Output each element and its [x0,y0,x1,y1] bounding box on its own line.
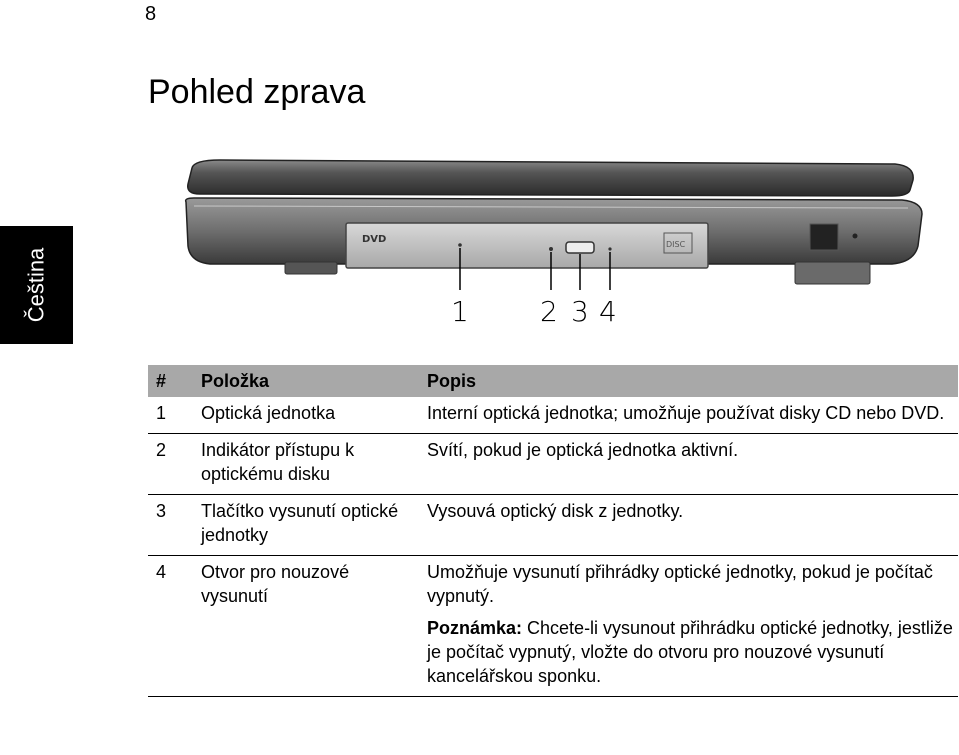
callout-1: 1 [451,295,469,328]
note-label: Poznámka: [427,618,523,638]
row-description-text: Umožňuje vysunutí přihrádky optické jednotky, pokud je počítač vypnutý. [427,562,933,606]
row-note [427,616,958,688]
components-table [148,365,958,697]
svg-text:DVD: DVD [362,234,387,245]
row-number: 4 [148,556,193,697]
header-item: Položka [193,365,419,397]
callout-2: 2 [540,295,558,328]
row-item: Tlačítko vysunutí optické jednotky [193,495,419,556]
callout-4: 4 [599,295,617,328]
row-number: 3 [148,495,193,556]
svg-text:DISC: DISC [666,240,686,249]
table-row [148,556,958,697]
row-item: Indikátor přístupu k optickému disku [193,434,419,495]
row-description [419,434,958,495]
header-number: # [148,365,193,397]
table-row [148,434,958,495]
table-row [148,397,958,434]
row-description [419,495,958,556]
note-text: Chcete-li vysunout přihrádku optické jednotky, jestliže je počítač vypnutý, vložte do otvoru pro nouzové vysunutí kancelářskou sponku. [427,618,953,686]
row-description-text: Vysouvá optický disk z jednotky. [427,501,684,521]
row-item: Optická jednotka [193,397,419,434]
row-description [419,556,958,697]
row-number: 2 [148,434,193,495]
row-item: Otvor pro nouzové vysunutí [193,556,419,697]
page-title: Pohled zprava [148,73,366,111]
table-row [148,495,958,556]
row-description [419,397,958,434]
language-side-tab-label: Čeština [23,247,49,323]
callout-3: 3 [571,295,589,328]
page-number: 8 [145,3,157,25]
row-description-text: Interní optická jednotka; umožňuje používat disky CD nebo DVD. [427,403,945,423]
language-side-tab [0,226,73,344]
table-header-row [148,365,958,397]
header-description: Popis [419,365,958,397]
row-description-text: Svítí, pokud je optická jednotka aktivní. [427,440,739,460]
row-number: 1 [148,397,193,434]
